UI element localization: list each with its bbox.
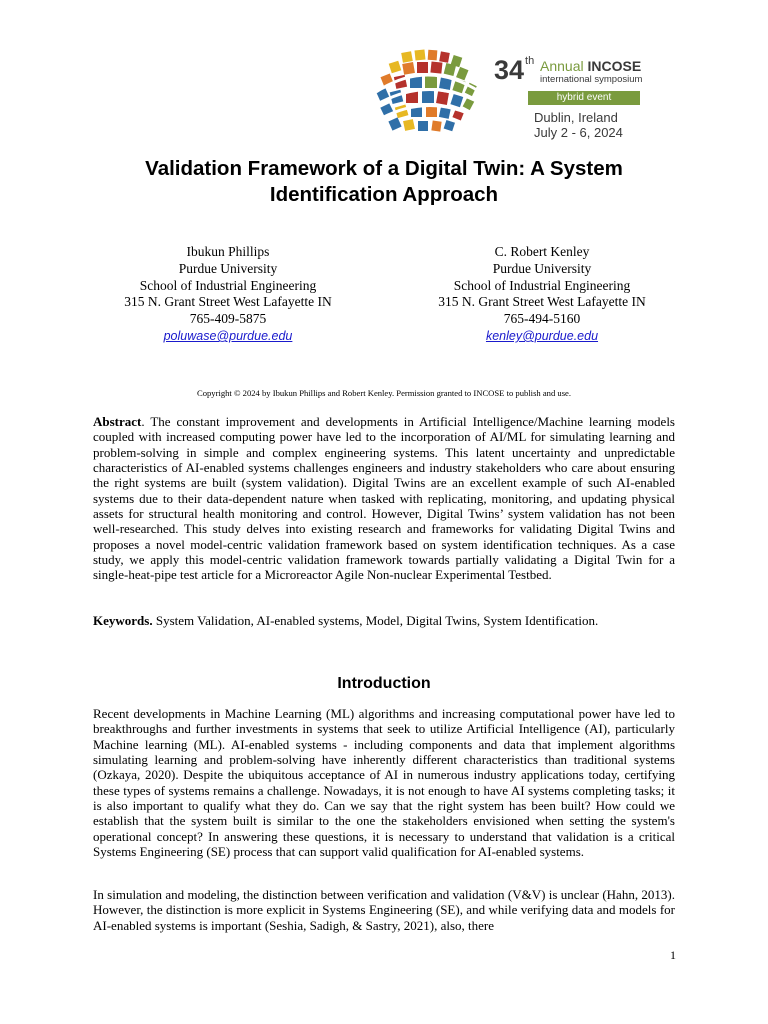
author-address: 315 N. Grant Street West Lafayette IN bbox=[124, 294, 332, 310]
incose-logo bbox=[372, 48, 672, 140]
author-block-1 bbox=[78, 244, 378, 345]
author-email-link[interactable]: kenley@purdue.edu bbox=[485, 328, 599, 343]
logo-text-block bbox=[494, 55, 672, 140]
logo-hybrid-badge: hybrid event bbox=[528, 91, 640, 105]
logo-dates: July 2 - 6, 2024 bbox=[534, 125, 623, 140]
abstract-paragraph bbox=[93, 414, 675, 583]
author-affiliation: Purdue University bbox=[492, 260, 592, 276]
copyright-notice: Copyright © 2024 by Ibukun Phillips and Robert Kenley. Permission granted to INCOSE to publish and use. bbox=[196, 388, 572, 398]
logo-org: INCOSE bbox=[587, 58, 642, 74]
logo-annual-line bbox=[540, 58, 641, 74]
intro-paragraph-1: Recent developments in Machine Learning (ML) algorithms and increasing computational power have led to breakthroughs and further investments in systems that seek to utilize Artificial Intelligence (AI), particularly Machine learning (ML). AI-enabled systems - including components and data that implement algorithms simulating learning and problem-solving have inherently different characteristics than traditional systems (Ozkaya, 2020). Despite the ubiquitous acceptance of AI in numerous industry applications today, certifying these types of systems remains a challenge. Nowadays, it is not enough to have AI systems completing tasks; it is also important to qualify what they do. Can we say that the right system has been built? How could we establish that the system built is similar to the one the stakeholders envisioned when setting the system's operational concept? In answering these questions, it is necessary to understand that validation is a critical Systems Engineering (SE) process that can support valid qualification for AI-enabled systems. bbox=[93, 706, 675, 860]
page-number: 1 bbox=[670, 948, 676, 962]
abstract-label: Abstract bbox=[93, 414, 142, 429]
author-name: Ibukun Phillips bbox=[186, 244, 270, 259]
author-department: School of Industrial Engineering bbox=[139, 277, 317, 293]
author-affiliation: Purdue University bbox=[178, 260, 278, 276]
keywords-label: Keywords. bbox=[93, 613, 153, 628]
author-phone: 765-494-5160 bbox=[503, 311, 581, 327]
keywords-paragraph bbox=[93, 613, 675, 628]
abstract-text: . The constant improvement and developments in Artificial Intelligence/Machine learning models coupled with increased computing power have led to the incorporation of AI/ML for simulating learning and problem-solving in simple and complex engineering systems. This latent uncertainty and unpredictable characteristics of AI-enabled systems challenges engineers and industry stakeholders who care about ensuring the right systems are built (system validation). Digital Twins are an excellent example of such AI-enabled systems due to their data-dependent nature when tasked with replicating, monitoring, and updating physical assets for structural health monitoring and control. However, Digital Twins’ system validation has not been well-researched. This study delves into existing research and frameworks for validating Digital Twins and proposes a novel model-centric validation framework based on system identification techniques. As a case study, we apply this model-centric validation framework towards partially validating a Digital Twin for a single-heat-pipe test article for a Microreactor Agile Non-nuclear Experimental Testbed. bbox=[93, 414, 675, 583]
author-block-2 bbox=[392, 244, 692, 345]
intro-paragraph-2: In simulation and modeling, the distinction between verification and validation (V&V) is unclear (Hahn, 2013). However, the distinction is more explicit in Systems Engineering (SE), and while verifying data and models for AI-enabled systems is important (Seshia, Sadigh, & Sastry, 2021), also, there bbox=[93, 887, 675, 933]
author-name: C. Robert Kenley bbox=[494, 244, 590, 259]
globe-logo-icon bbox=[372, 48, 484, 140]
keywords-text: System Validation, AI-enabled systems, Model, Digital Twins, System Identification. bbox=[152, 613, 599, 628]
logo-subtitle: international symposium bbox=[540, 74, 643, 85]
author-address: 315 N. Grant Street West Lafayette IN bbox=[438, 294, 646, 310]
paper-title: Validation Framework of a Digital Twin: A System Identification Approach bbox=[145, 157, 623, 206]
author-department: School of Industrial Engineering bbox=[453, 277, 631, 293]
logo-annual: Annual bbox=[540, 58, 584, 74]
author-email-link[interactable]: poluwase@purdue.edu bbox=[163, 328, 293, 343]
author-phone: 765-409-5875 bbox=[189, 311, 267, 327]
logo-superscript: th bbox=[525, 55, 535, 67]
logo-number: 34 bbox=[494, 55, 525, 85]
logo-location: Dublin, Ireland bbox=[534, 110, 618, 125]
section-heading-introduction: Introduction bbox=[337, 675, 431, 692]
